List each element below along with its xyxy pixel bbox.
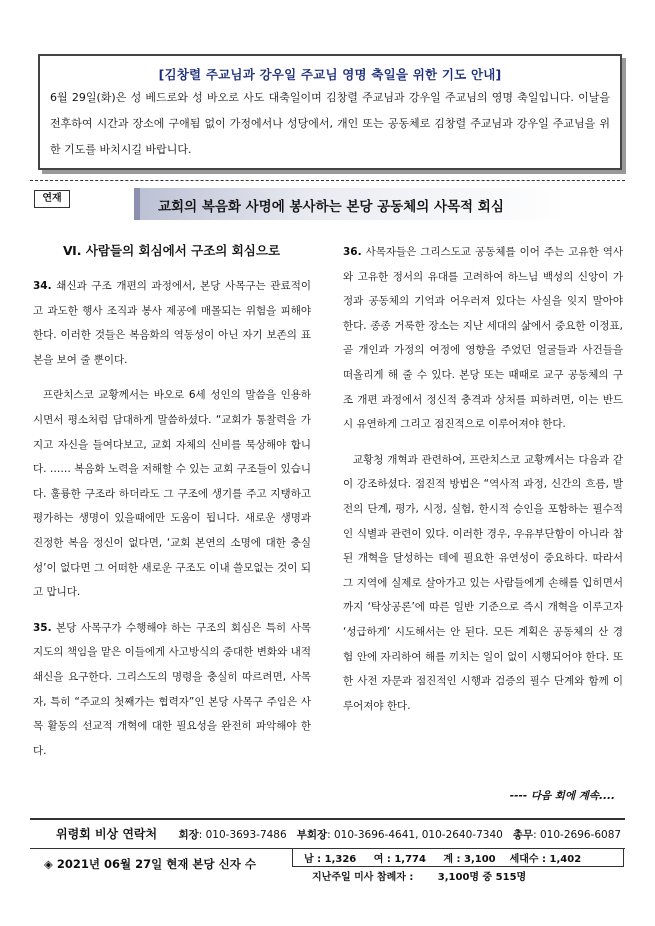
paragraph-35 <box>33 616 311 764</box>
contact-bar <box>30 818 625 849</box>
serial-tag: 연재 <box>34 190 70 208</box>
total-label: 계 : <box>443 854 461 865</box>
households-label: 세대수 : <box>509 854 547 865</box>
stats-counts <box>304 850 581 865</box>
mass-count: 3,100명 중 515명 <box>437 872 527 883</box>
paragraph-text: 쇄신과 구조 개편의 과정에서, 본당 사목구는 관료적이고 과도한 행사 조직과 봉사 제공에 매몰되는 위험을 피해야 한다. 이러한 것들은 복음화의 역동성이 아닌 자기 보존의 표본을 보여 줄 뿐이다. <box>33 280 311 366</box>
president-phone: : 010-3693-7486 <box>198 829 287 841</box>
mass-attendance <box>312 868 526 883</box>
vice-label: 부회장 <box>296 829 328 841</box>
paragraph-36b: 교황청 개혁과 관련하여, 프란치스코 교황께서는 다음과 같이 강조하셨다. 점진적 방법은 “역사적 과정, 신간의 흐름, 발전의 단계, 평가, 시정, 실험, 한시적 승인을 포함하는 필수적인 식별과 관련이 있다. 이러한 경우, 우유부단함이 아니라 참된 개혁을 달성하는 데에 필요한 유연성이 중요하다. 따라서 그 지역에 실제로 살아가고 있는 사람들에게 손해를 입히면서까지 ‘탁상공론’에 따른 일반 기준으로 즉시 개혁을 이루고자 ‘성급하게’ 시도해서는 안 된다. 모든 계획은 공동체의 산 경험 안에 자리하여 해를 끼치는 일이 없이 시행되어야 한다. 또한 사전 자문과 점진적인 시행과 검증의 필수 단계와 함께 이루어져야 한다. <box>343 453 623 712</box>
households-count: 1,402 <box>549 854 582 865</box>
female-count: 1,774 <box>394 854 426 865</box>
male-count: 1,326 <box>324 854 357 865</box>
article-right-column <box>343 240 623 729</box>
stats-heading: ◈ 2021년 06월 27일 현재 본당 신자 수 <box>44 857 256 871</box>
paragraph-number: 35. <box>33 621 52 634</box>
notice-title: [김창렬 주교님과 강우일 주교님 영명 축일을 위한 기도 안내] <box>158 67 502 82</box>
paragraph-34b: 프란치스코 교황께서는 바오로 6세 성인의 말씀을 인용하시면서 평소처럼 담대하게 말씀하셨다. “교회가 통찰력을 가지고 자신을 들여다보고, 교회 자체의 신비를 묵상해야 합니다. …… 복음화 노력을 저해할 수 있는 교회 구조들이 있습니다. 훌륭한 구조라 하더라도 그 구조에 생기를 주고 지탱하고 평가하는 생명이 있을때에만 도움이 됩니다. 새로운 생명과 진정한 복음 정신이 없다면, ‘교회 본연의 소명에 대한 충실성’이 없다면 그 어떠한 새로운 구조도 이내 쓸모없는 것이 되고 맙니다. <box>33 389 311 599</box>
divider <box>30 180 625 181</box>
paragraph-number: 36. <box>343 246 362 258</box>
secretary-phone: : 010-2696-6087 <box>533 829 622 841</box>
secretary-label: 총무 <box>512 829 534 841</box>
paragraph-text: 본당 사목구가 수행해야 하는 구조의 회심은 특히 사목 지도의 책임을 맡은 이들에게 사고방식의 중대한 변화와 내적 쇄신을 요구한다. 그리스도의 명령을 충실히 따르려면, 사목자, 특히 “주교의 첫째가는 협력자”인 본당 사목구 주임은 사목 활동의 선교적 개혁에 대한 필요성을 완전히 파악해야 한다. <box>33 621 311 757</box>
article-left-column <box>33 240 311 774</box>
paragraph-36 <box>343 240 623 437</box>
continued-note: ---- 다음 회에 계속.... <box>509 790 615 802</box>
section-title: Ⅵ. 사람들의 회심에서 구조의 회심으로 <box>63 243 281 258</box>
contact-label: 위령회 비상 연락처 <box>56 827 158 841</box>
serial-title: 교회의 복음화 사명에 봉사하는 본당 공동체의 사목적 회심 <box>158 199 504 215</box>
parishioner-stats <box>30 848 625 882</box>
prayer-notice-box <box>38 54 622 170</box>
mass-label: 지난주일 미사 참례자 : <box>312 872 414 883</box>
serial-banner <box>134 188 566 220</box>
vice-phone: : 010-3696-4641, 010-2640-7340 <box>327 829 503 841</box>
male-label: 남 : <box>304 854 322 865</box>
total-count: 3,100 <box>464 854 496 865</box>
paragraph-number: 34. <box>33 280 52 292</box>
paragraph-text: 사목자들은 그리스도교 공동체를 이어 주는 고유한 역사와 고유한 정서의 유대를 고려하여 하느님 백성의 신앙이 가정과 공동체의 기억과 어우러져 있다는 사실을 잊지 말아야 한다. 종종 거룩한 장소는 지난 세대의 삶에서 중요한 이정표, 곧 개인과 가정의 여정에 영향을 주었던 얼굴들과 사건들을 떠올리게 해 줄 수 있다. 본당 또는 때때로 교구 공동체의 구조 개편 과정에서 정신적 충격과 상처를 피하려면, 이는 반드시 유연하게 그리고 점진적으로 이루어져야 한다. <box>343 246 623 431</box>
paragraph-34 <box>33 274 311 372</box>
president-label: 회장 <box>178 829 199 841</box>
notice-body: 6월 29일(화)은 성 베드로와 성 바오로 사도 대축일이며 김창렬 주교님과 강우일 주교님의 영명 축일입니다. 이날을 전후하여 시간과 장소에 구애됨 없이 가정에서나 성당에서, 개인 또는 공동체로 김창렬 주교님과 강우일 주교님을 위한 기도를 바치시길 바랍니다. <box>50 91 610 156</box>
female-label: 여 : <box>373 854 391 865</box>
